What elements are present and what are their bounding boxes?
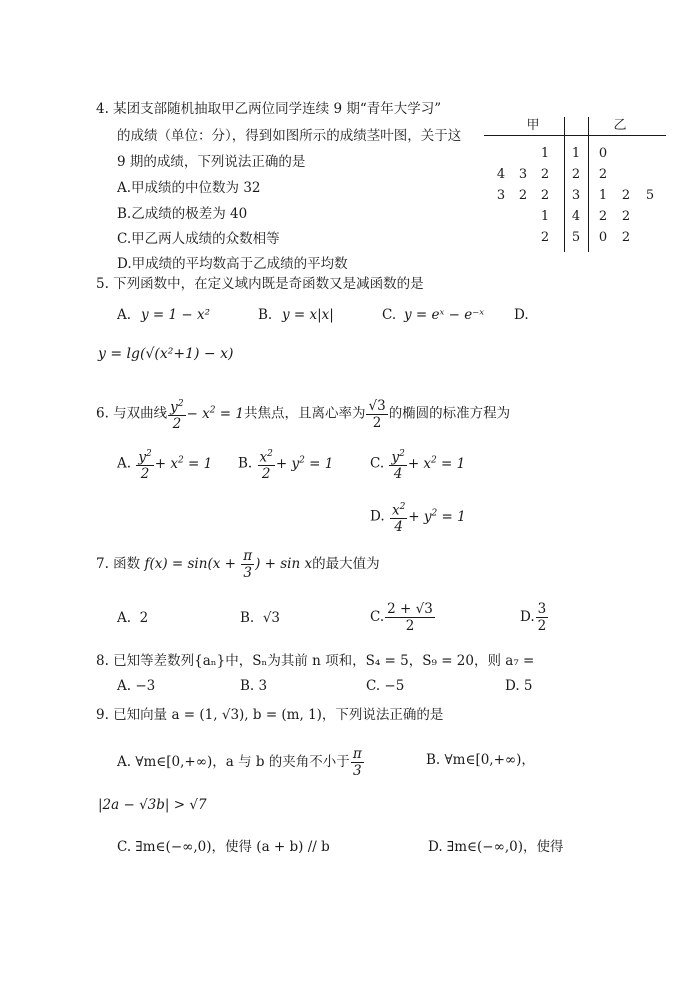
leaf-left: 2 xyxy=(540,167,550,182)
q5-c-label: C. xyxy=(382,307,397,323)
q4-option-a: A.甲成绩的中位数为 32 xyxy=(117,180,261,196)
stem: 5 xyxy=(571,230,581,245)
leaf-right: 5 xyxy=(645,188,655,203)
leaf-left: 3 xyxy=(518,167,528,182)
q7-option-a: A. 2 xyxy=(117,610,149,626)
stem: 1 xyxy=(571,146,581,161)
q9-option-b-expr: |2a − √3b| > √7 xyxy=(98,797,207,813)
leaf-right: 0 xyxy=(598,146,608,161)
stem-rule-left xyxy=(564,117,565,252)
q6-pre: 6. 与双曲线 xyxy=(96,405,168,422)
stem: 4 xyxy=(571,209,581,224)
leaf-right: 2 xyxy=(598,209,608,224)
q8-option-a: A. −3 xyxy=(117,678,156,694)
q5-d-label: D. xyxy=(514,307,529,323)
q9-option-c: C. ∃m∈(−∞,0)，使得 (a + b) // b xyxy=(117,839,330,855)
q5-d-expr: y = lg(√(x²+1) − x) xyxy=(98,346,234,362)
q9-option-b: B. ∀m∈[0,+∞)， xyxy=(426,752,535,768)
leaf-left: 2 xyxy=(540,188,550,203)
q6-option-c: C. $\frac{y^2}{4}$ + $x^2 = 1$ xyxy=(370,440,465,480)
q6-hyperbola-frac: $\frac{y^2}{2}$ xyxy=(168,396,185,433)
q7-option-b: B. √3 xyxy=(240,610,281,626)
q5-a-expr: y = 1 − x² xyxy=(141,307,211,323)
q7-option-d: D. $\frac{3}{2}$ xyxy=(520,601,547,634)
header-yi: 乙 xyxy=(613,118,627,133)
q6-stem: 6. 与双曲线 $\frac{y^2}{2}$ − $x^2 = 1$共焦点，且离心率为 $\frac{√3}{2}$ 的椭圆的标准方程为 xyxy=(96,397,511,433)
q8-option-b: B. 3 xyxy=(240,678,268,694)
leaf-left: 1 xyxy=(540,146,550,161)
q4-option-c: C.甲乙两人成绩的众数相等 xyxy=(117,231,280,247)
q4-option-d: D.甲成绩的平均数高于乙成绩的平均数 xyxy=(117,256,348,272)
q8-option-d: D. 5 xyxy=(505,678,533,694)
leaf-right: 2 xyxy=(621,230,631,245)
leaf-left: 2 xyxy=(518,188,528,203)
leaf-left: 3 xyxy=(496,188,506,203)
q9-stem: 9. 已知向量 a = (1, √3), b = (m, 1)，下列说法正确的是 xyxy=(96,707,444,723)
leaf-right: 2 xyxy=(621,209,631,224)
leaf-left: 4 xyxy=(496,167,506,182)
q9-option-d: D. ∃m∈(−∞,0)，使得 xyxy=(428,839,564,855)
header-jia: 甲 xyxy=(526,118,540,133)
q4-line2: 的成绩（单位：分），得到如图所示的成绩茎叶图，关于这 xyxy=(117,128,462,144)
q5-a-label: A. xyxy=(117,307,132,323)
q7-stem: 7. 函数 f(x) = sin(x + $\frac{\pi}{3}$ ) + sin x的最大值为 xyxy=(96,548,380,581)
q4-option-b: B.乙成绩的极差为 40 xyxy=(117,206,248,222)
q7-option-c: C. $\frac{2 + √3}{2}$ xyxy=(370,601,433,634)
q5-b-expr: y = x|x| xyxy=(282,307,334,323)
q5-c-expr: y = eˣ − e⁻ˣ xyxy=(404,307,485,323)
q6-post: 的椭圆的标准方程为 xyxy=(388,405,511,422)
stem: 3 xyxy=(571,188,581,203)
q4-line3: 9 期的成绩，下列说法正确的是 xyxy=(117,154,306,170)
q8-stem: 8. 已知等差数列{aₙ}中，Sₙ为其前 n 项和，S₄ = 5，S₉ = 20，则 a₇ = xyxy=(96,653,535,669)
leaf-left: 1 xyxy=(540,209,550,224)
leaf-right: 2 xyxy=(621,188,631,203)
q6-option-d: D. $\frac{x^2}{4}$ + $y^2 = 1$ xyxy=(370,493,466,533)
leaf-left: 2 xyxy=(540,230,550,245)
q6-option-a: A. $\frac{y^2}{2}$ + $x^2 = 1$ xyxy=(117,440,212,480)
q9-option-a: A. ∀m∈[0,+∞)，a 与 b 的夹角不小于 $\frac{\pi}{3}$ xyxy=(117,746,362,779)
q6-ecc-frac: $\frac{√3}{2}$ xyxy=(368,397,386,431)
q8-option-c: C. −5 xyxy=(366,678,405,694)
header-rule xyxy=(484,135,666,136)
stem-rule-right xyxy=(588,117,589,252)
q5-stem: 5. 下列函数中，在定义域内既是奇函数又是减函数的是 xyxy=(96,276,424,292)
q6-option-b: B. $\frac{x^2}{2}$ + $y^2 = 1$ xyxy=(238,440,333,480)
leaf-right: 2 xyxy=(598,167,608,182)
q6-mid: 共焦点，且离心率为 xyxy=(243,405,366,422)
stem: 2 xyxy=(571,167,581,182)
leaf-right: 0 xyxy=(598,230,608,245)
q5-b-label: B. xyxy=(258,307,273,323)
leaf-right: 1 xyxy=(598,188,608,203)
q4-line1: 4. 某团支部随机抽取甲乙两位同学连续 9 期“青年大学习” xyxy=(96,101,442,117)
